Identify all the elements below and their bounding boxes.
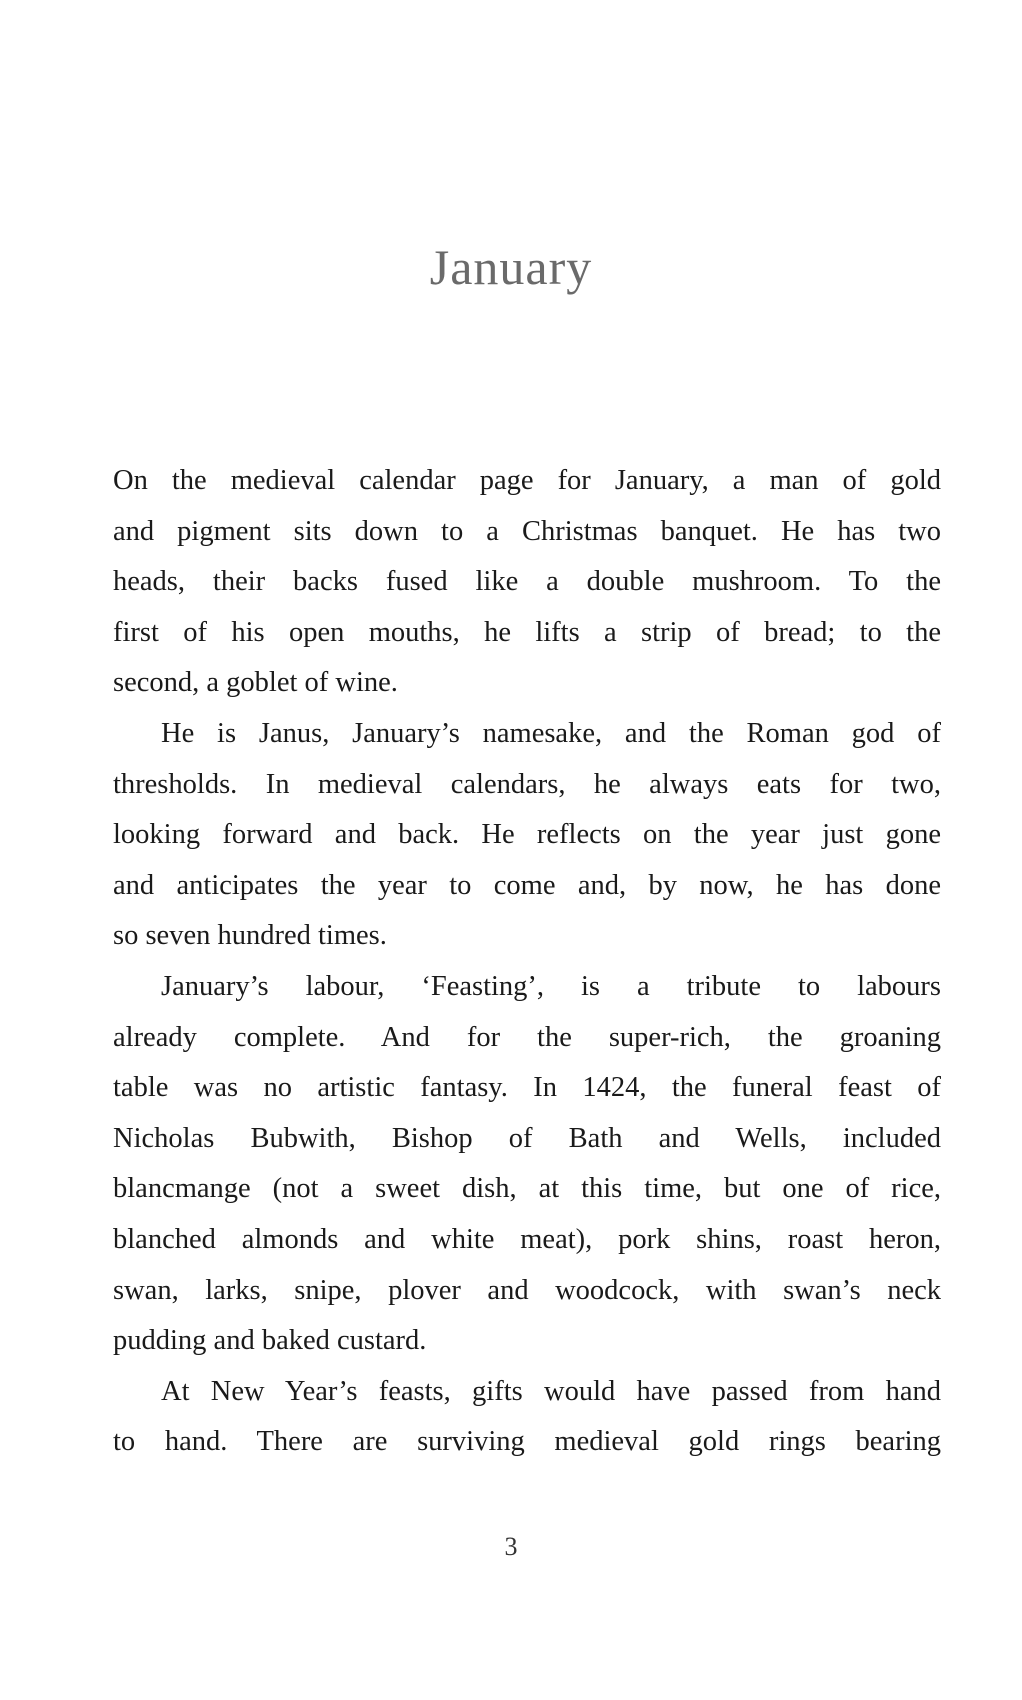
text-line: already complete. And for the super-rich, the groaning	[113, 1021, 941, 1053]
text-line: to hand. There are surviving medieval gold rings bearing	[113, 1426, 941, 1458]
body-text	[113, 456, 941, 1468]
text-line: Nicholas Bubwith, Bishop of Bath and Wells, included	[113, 1122, 941, 1154]
text-line: On the medieval calendar page for January, a man of gold	[113, 465, 941, 496]
text-line: heads, their backs fused like a double mushroom. To the	[113, 566, 941, 598]
text-line: looking forward and back. He reflects on the year just gone	[113, 819, 941, 851]
text-line: and anticipates the year to come and, by now, he has done	[113, 869, 941, 901]
page-number: 3	[504, 1532, 518, 1561]
text-line: blanched almonds and white meat), pork shins, roast heron,	[113, 1223, 941, 1255]
text-line: He is Janus, January’s namesake, and the Roman god of	[161, 717, 941, 749]
text-line: swan, larks, snipe, plover and woodcock, with swan’s neck	[113, 1274, 941, 1306]
text-line: first of his open mouths, he lifts a strip of bread; to the	[113, 616, 941, 648]
text-line: and pigment sits down to a Christmas banquet. He has two	[113, 515, 941, 547]
text-line: thresholds. In medieval calendars, he always eats for two,	[113, 768, 941, 800]
text-line: January’s labour, ‘Feasting’, is a tribute to labours	[161, 970, 941, 1002]
text-line: second, a goblet of wine.	[113, 667, 398, 699]
text-line: table was no artistic fantasy. In 1424, the funeral feast of	[113, 1072, 941, 1104]
chapter-title: January	[429, 239, 593, 295]
text-line: blancmange (not a sweet dish, at this time, but one of rice,	[113, 1173, 941, 1205]
text-line: pudding and baked custard.	[113, 1325, 427, 1357]
text-line: At New Year’s feasts, gifts would have passed from hand	[161, 1375, 941, 1407]
text-line: so seven hundred times.	[113, 920, 387, 952]
